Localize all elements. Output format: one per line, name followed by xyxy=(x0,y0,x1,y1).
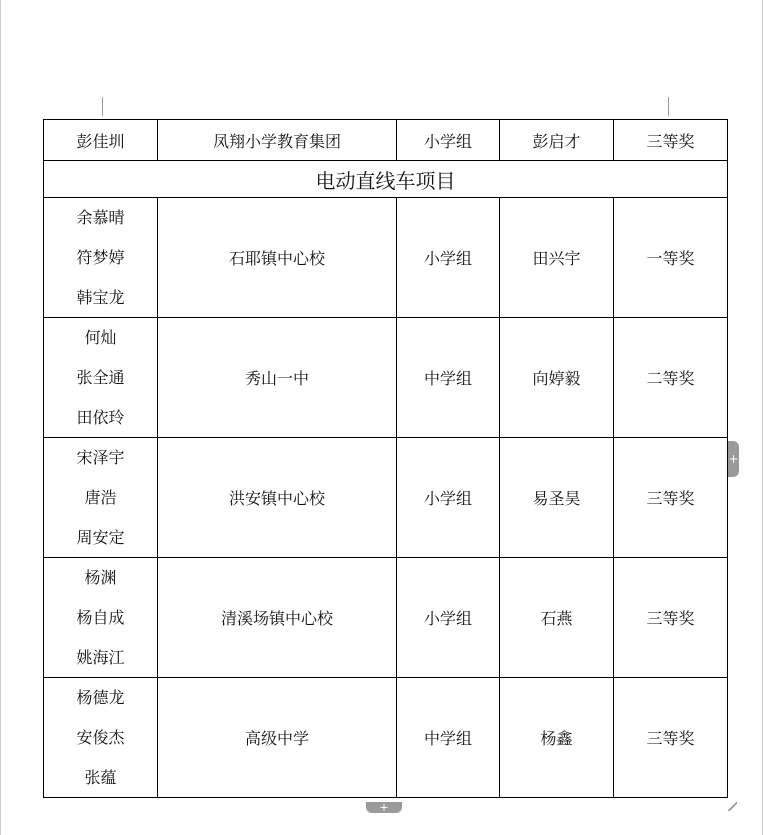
table-row xyxy=(44,198,728,318)
participant-name: 符梦婷 xyxy=(76,247,125,267)
group-cell[interactable]: 小学组 xyxy=(397,438,500,558)
award-cell[interactable]: 三等奖 xyxy=(614,438,728,558)
margin-mark-right xyxy=(668,97,669,116)
participant-name: 宋泽宇 xyxy=(76,447,125,467)
table-row xyxy=(44,678,728,798)
participant-names-cell[interactable] xyxy=(44,438,158,558)
group-cell[interactable]: 中学组 xyxy=(397,678,500,798)
school-cell[interactable]: 石耶镇中心校 xyxy=(158,198,397,318)
table-row xyxy=(44,120,728,161)
participant-name: 何灿 xyxy=(84,327,117,347)
participant-name: 彭佳圳 xyxy=(76,131,125,151)
school-cell[interactable]: 洪安镇中心校 xyxy=(158,438,397,558)
participant-names-cell[interactable] xyxy=(44,318,158,438)
add-column-button[interactable] xyxy=(728,441,739,477)
teacher-cell[interactable]: 彭启才 xyxy=(500,120,614,161)
teacher-cell[interactable]: 易圣昊 xyxy=(500,438,614,558)
group-cell[interactable]: 小学组 xyxy=(397,120,500,161)
resize-handle-icon[interactable] xyxy=(728,802,737,811)
participant-names-cell[interactable] xyxy=(44,120,158,161)
participant-name: 杨自成 xyxy=(76,607,125,627)
participant-name: 杨德龙 xyxy=(76,687,125,707)
school-cell[interactable]: 凤翔小学教育集团 xyxy=(158,120,397,161)
page-left-edge xyxy=(0,0,1,835)
participant-name: 杨渊 xyxy=(84,567,117,587)
award-cell[interactable]: 二等奖 xyxy=(614,318,728,438)
school-cell[interactable]: 高级中学 xyxy=(158,678,397,798)
school-cell[interactable]: 秀山一中 xyxy=(158,318,397,438)
award-cell[interactable]: 一等奖 xyxy=(614,198,728,318)
group-cell[interactable]: 中学组 xyxy=(397,318,500,438)
participant-name: 张蕴 xyxy=(84,767,117,787)
participant-names-cell[interactable] xyxy=(44,558,158,678)
participant-names-cell[interactable] xyxy=(44,198,158,318)
teacher-cell[interactable]: 田兴宇 xyxy=(500,198,614,318)
participant-name: 姚海江 xyxy=(76,647,125,667)
participant-name: 张全通 xyxy=(76,367,125,387)
school-cell[interactable]: 清溪场镇中心校 xyxy=(158,558,397,678)
table-row xyxy=(44,438,728,558)
participant-names-cell[interactable] xyxy=(44,678,158,798)
award-cell[interactable]: 三等奖 xyxy=(614,558,728,678)
teacher-cell[interactable]: 向婷毅 xyxy=(500,318,614,438)
margin-mark-left xyxy=(102,97,103,116)
section-title[interactable]: 电动直线车项目 xyxy=(44,161,728,198)
results-table xyxy=(43,119,728,798)
participant-name: 唐浩 xyxy=(84,487,117,507)
award-cell[interactable]: 三等奖 xyxy=(614,120,728,161)
section-header-row xyxy=(44,161,728,198)
group-cell[interactable]: 小学组 xyxy=(397,558,500,678)
group-cell[interactable]: 小学组 xyxy=(397,198,500,318)
plus-icon: + xyxy=(728,452,739,466)
participant-name: 田依玲 xyxy=(76,407,125,427)
table-row xyxy=(44,318,728,438)
plus-icon: + xyxy=(379,801,389,814)
table-row xyxy=(44,558,728,678)
teacher-cell[interactable]: 杨鑫 xyxy=(500,678,614,798)
add-row-button[interactable] xyxy=(366,802,402,813)
award-cell[interactable]: 三等奖 xyxy=(614,678,728,798)
participant-name: 余慕晴 xyxy=(76,207,125,227)
participant-name: 韩宝龙 xyxy=(76,287,125,307)
teacher-cell[interactable]: 石燕 xyxy=(500,558,614,678)
participant-name: 安俊杰 xyxy=(76,727,125,747)
participant-name: 周安定 xyxy=(76,527,125,547)
